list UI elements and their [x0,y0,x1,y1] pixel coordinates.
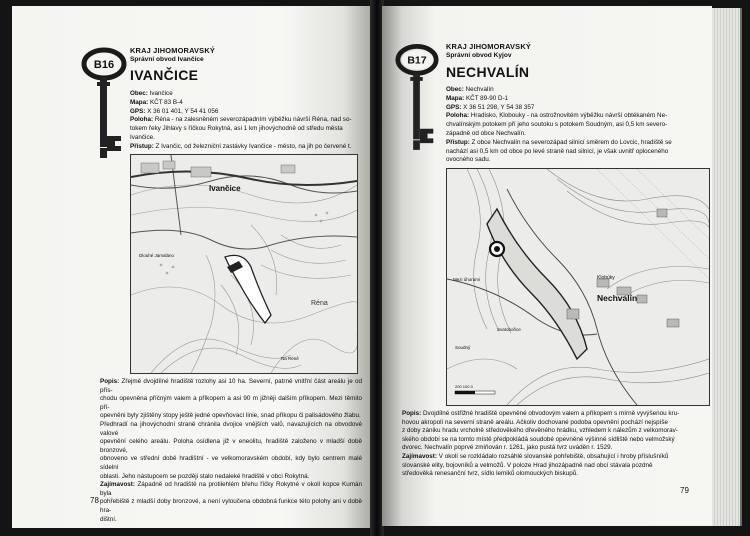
page-number-left: 78 [90,496,99,505]
body-line: dištní. [100,515,117,523]
site-description [100,378,362,524]
district-heading: Správní obvod Kyjov [446,52,512,59]
body-line: Zajímavost: V okolí se rozkládalo rozsáhlé slovanské pohřebiště, obsahující i hroby příslušníků [402,452,669,460]
left-page [12,6,372,528]
info-line: chvalínským potokem pří jeho soutoku s potokem Soudným, asi 0,5 km severo- [446,121,668,129]
key-badge-icon [80,44,128,170]
right-page [382,6,712,526]
body-line: z doby zániku hradu vrcholně středověkého dřevěného hrádku, vzhledem k nálezům z velkomorav- [402,427,678,435]
key-badge-icon [394,40,440,162]
map-label-place: Dlouhé Jamaláno [139,253,175,258]
site-info [446,86,708,165]
info-line: Poloha: Hradisko, Kloboukу - na ostrožnovitém výběžku návrší obtékaném Ne- [446,112,668,120]
page-stack-edge [712,8,742,526]
info-line: Poloha: Réna - na zalesněném severozápadním výběžku návrší Réna, nad so- [130,116,352,124]
info-line: Obec: Ivančice [130,90,173,97]
map-label-hill: Réna [311,300,328,307]
site-title: IVANČICE [130,67,199,83]
map-label-place: Soudný [455,345,471,350]
body-line: Popis: Dvojdílné ostřižné hradiště opevněné obvodovým valem a příkopem s mírně vyvýšenou kru- [402,410,680,417]
topographic-map [130,154,358,374]
district-heading: Správní obvod Ivančice [130,56,204,63]
body-line: hovou akropolí na severní straně areálu. Ačkoliv dochované podoba opevnění pochází nejspíše [402,418,669,426]
info-line: ovocného sadu. [446,156,491,164]
body-line: Popis: Zřejmě dvojdílné hradiště rozlohy asi 10 ha. Severní, patrně vnitřní část areálu je od přís- [100,378,362,394]
body-line: obnoveno ve střední době hradištní - ve velkomoravském období, kdy bylo centrem malé sídelní [100,455,362,471]
page-number-right: 79 [680,486,689,495]
site-title: NECHVALÍN [446,64,530,80]
site-info [130,90,370,152]
body-line: Zajímavost: Západně od hradiště na protilehlém břehu říčky Rokytné v okolí kopce Kumán byla [100,481,362,497]
info-line: západně od obce Nechvalín. [446,129,526,137]
info-line: Obec: Nechvalín [446,86,494,93]
info-line: nachází asi 0,5 km od obce po levé straně nad silnicí, je však uvnitř oploceného [446,147,669,155]
body-line: Předhradí na jihovýchodní straně chránila dvojice vnějších valů, navazujících na obvodové valové [100,420,362,437]
map-label-town: Ivančice [209,184,241,193]
region-heading: KRAJ JIHOMORAVSKÝ [446,42,531,51]
map-label-place: Svatobořice [497,327,521,332]
body-line: slovanské elity, bojovníků a velmožů. V poloze Hrad jihozápadně nad obcí stávala pozdně [402,461,653,469]
map-label-place: Klobúky [597,275,615,281]
body-line: středověká renesanční tvrz, sídlo lemiků olomouckých biskupů. [402,470,579,478]
info-line: Mapa: KČT 89-90 D-1 [446,94,509,102]
topographic-map [446,168,710,406]
info-line: GPS: X 36 01 401, Y 54 41 056 [130,107,219,115]
body-line: chodu opevněna příčným valem a příkopem a asi 90 m jižněji dalším příkopem. Mezi těmito pří- [100,395,362,411]
info-line: Přístup: Z obce Nechvalín na severozápad silnicí směrem do Lovcic, hradiště se [446,138,672,146]
body-line: dvorec. Nechvalín poprvé zmiňován r. 1261, jako pustá tvrz uváděn r. 1529. [402,444,613,452]
info-line: GPS: X 36 51 298, Y 54 38 357 [446,103,535,111]
map-label-town: Nechvalín [597,293,638,303]
info-line: Mapa: KČT 83 B-4 [130,98,183,106]
info-line: Ivančice. [130,133,155,141]
body-line: opevnění celého areálu. Poloha osídlena již v eneolitu, hradiště založeno v mladší době bronzové, [100,438,362,454]
info-line: tokem řeky Jihlavy s říčkou Rokytná, asi 1 km jihovýchodně od středu města [130,125,343,133]
region-heading: KRAJ JIHOMORAVSKÝ [130,46,215,55]
body-line: oblasti. Jeho nástupcem se později stalo nedaleké hradiště v obci Rokytná. [100,472,310,480]
svg-text:200 100 0: 200 100 0 [455,384,473,389]
info-line: Přístup: Z Ivančic, od železniční zastávky Ivančice - město, na jih po červené t. [130,142,352,150]
map-label-spot: Na Réně [281,356,299,361]
body-line: ského období se na tomto místě předpokládá soudobé opevněné výšinné sídliště nebo velmožský [402,435,675,443]
map-label-place: Mezi úhorami [453,277,481,282]
badge-label: B16 [93,59,115,71]
body-line: opevněni byly zjištěny stopy ještě jedné opevňovací linie, snad příkopu či palisádového žlabu. [100,412,361,420]
site-description [402,410,704,479]
badge-label: B17 [407,54,427,67]
body-line: pohřebiště z mladší doby bronzové, a není vyloučena obdobná funkce této polohy ani v době hra- [100,498,362,514]
